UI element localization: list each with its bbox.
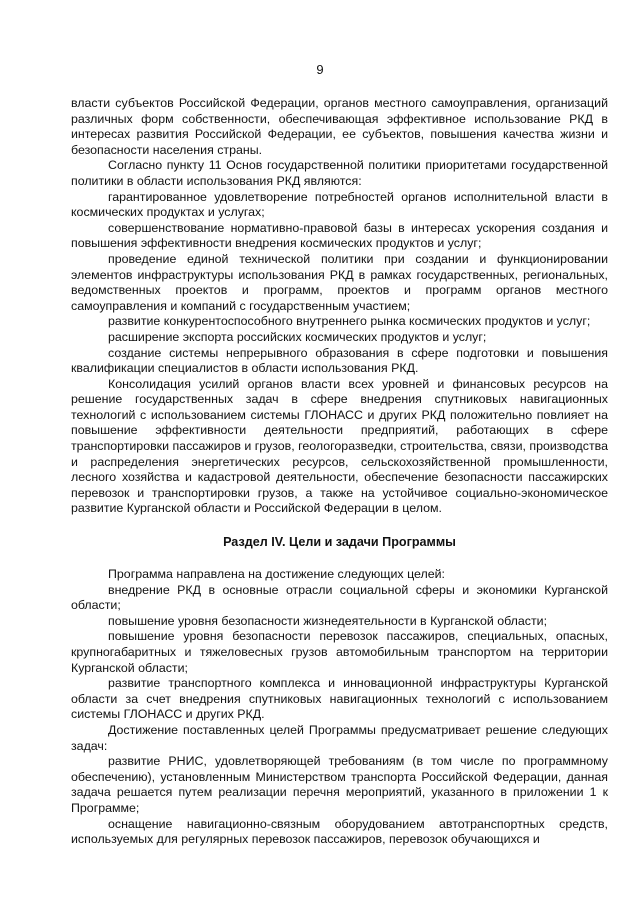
paragraph: Программа направлена на достижение следующих целей:	[108, 567, 445, 582]
section-heading: Раздел IV. Цели и задачи Программы	[223, 535, 456, 550]
paragraph: совершенствование нормативно-правовой базы в интересах ускорения создания и повышения эффективности внедрения космических продуктов и услуг;	[71, 220, 608, 251]
paragraph: гарантированное удовлетворение потребностей органов исполнительной власти в космических продуктах и услугах;	[71, 189, 608, 220]
paragraph: Согласно пункту 11 Основ государственной политики приоритетами государственной политики в области использования РКД являются:	[71, 158, 608, 188]
paragraph: развитие РНИС, удовлетворяющей требованиям (в том числе по программному обеспечению), установленным Министерством транспорта Российской Федерации, данная задача решается путем реализации перечня мероприятий, указанного в приложении 1 к Программе;	[71, 754, 608, 815]
paragraph: повышение уровня безопасности перевозок пассажиров, специальных, опасных, крупногабаритных и тяжеловесных грузов автомобильным транспортом на территории Курганской области;	[71, 629, 608, 675]
paragraph: повышение уровня безопасности жизнедеятельности в Курганской области;	[108, 613, 548, 628]
paragraph: проведение единой технической политики при создании и функционировании элементов инфраструктуры использования РКД в рамках государственных, региональных, ведомственных проектов и программ, проектов и программ органов местного самоуправления и компаний с государственным участием;	[71, 251, 608, 313]
paragraph: развитие транспортного комплекса и инновационной инфраструктуры Курганской области за счет внедрения спутниковых навигационных технологий с использованием системы ГЛОНАСС и других РКД.	[71, 676, 608, 722]
paragraph: власти субъектов Российской Федерации, органов местного самоуправления, организаций различных форм собственности, обеспечивающая эффективное использование РКД в интересах развития Российской Федерации, ее субъектов, повышения качества жизни и безопасности населения страны.	[71, 96, 608, 157]
paragraph: внедрение РКД в основные отрасли социальной сферы и экономики Курганской области;	[71, 582, 608, 613]
paragraph: Консолидация усилий органов власти всех уровней и финансовых ресурсов на решение государственных задач в сфере внедрения спутниковых навигационных технологий с использованием системы ГЛОНАСС и других РКД положительно повлияет на повышение эффективности деятельности предприятий, работающих в сфере транспортировки пассажиров и грузов, геологоразведки, строительства, связи, производства и распределения энергетических ресурсов, сельскохозяйственной промышленности, лесного хозяйства и кадастровой деятельности, обеспечение безопасности пассажирских перевозок и транспортировки грузов, а также на устойчивое социально-экономическое развитие Курганской области и Российской Федерации в целом.	[71, 376, 608, 516]
document-body	[71, 96, 608, 848]
paragraph: развитие конкурентоспособного внутреннего рынка космических продуктов и услуг;	[108, 314, 591, 329]
page-number: 9	[316, 62, 324, 77]
paragraph: расширение экспорта российских космических продуктов и услуг;	[108, 329, 487, 344]
paragraph: оснащение навигационно-связным оборудованием автотранспортных средств, используемых для регулярных перевозок пассажиров, перевозок обучающихся и	[71, 816, 608, 847]
paragraph: Достижение поставленных целей Программы предусматривает решение следующих задач:	[71, 722, 608, 753]
paragraph: создание системы непрерывного образования в сфере подготовки и повышения квалификации специалистов в области использования РКД.	[71, 345, 608, 376]
